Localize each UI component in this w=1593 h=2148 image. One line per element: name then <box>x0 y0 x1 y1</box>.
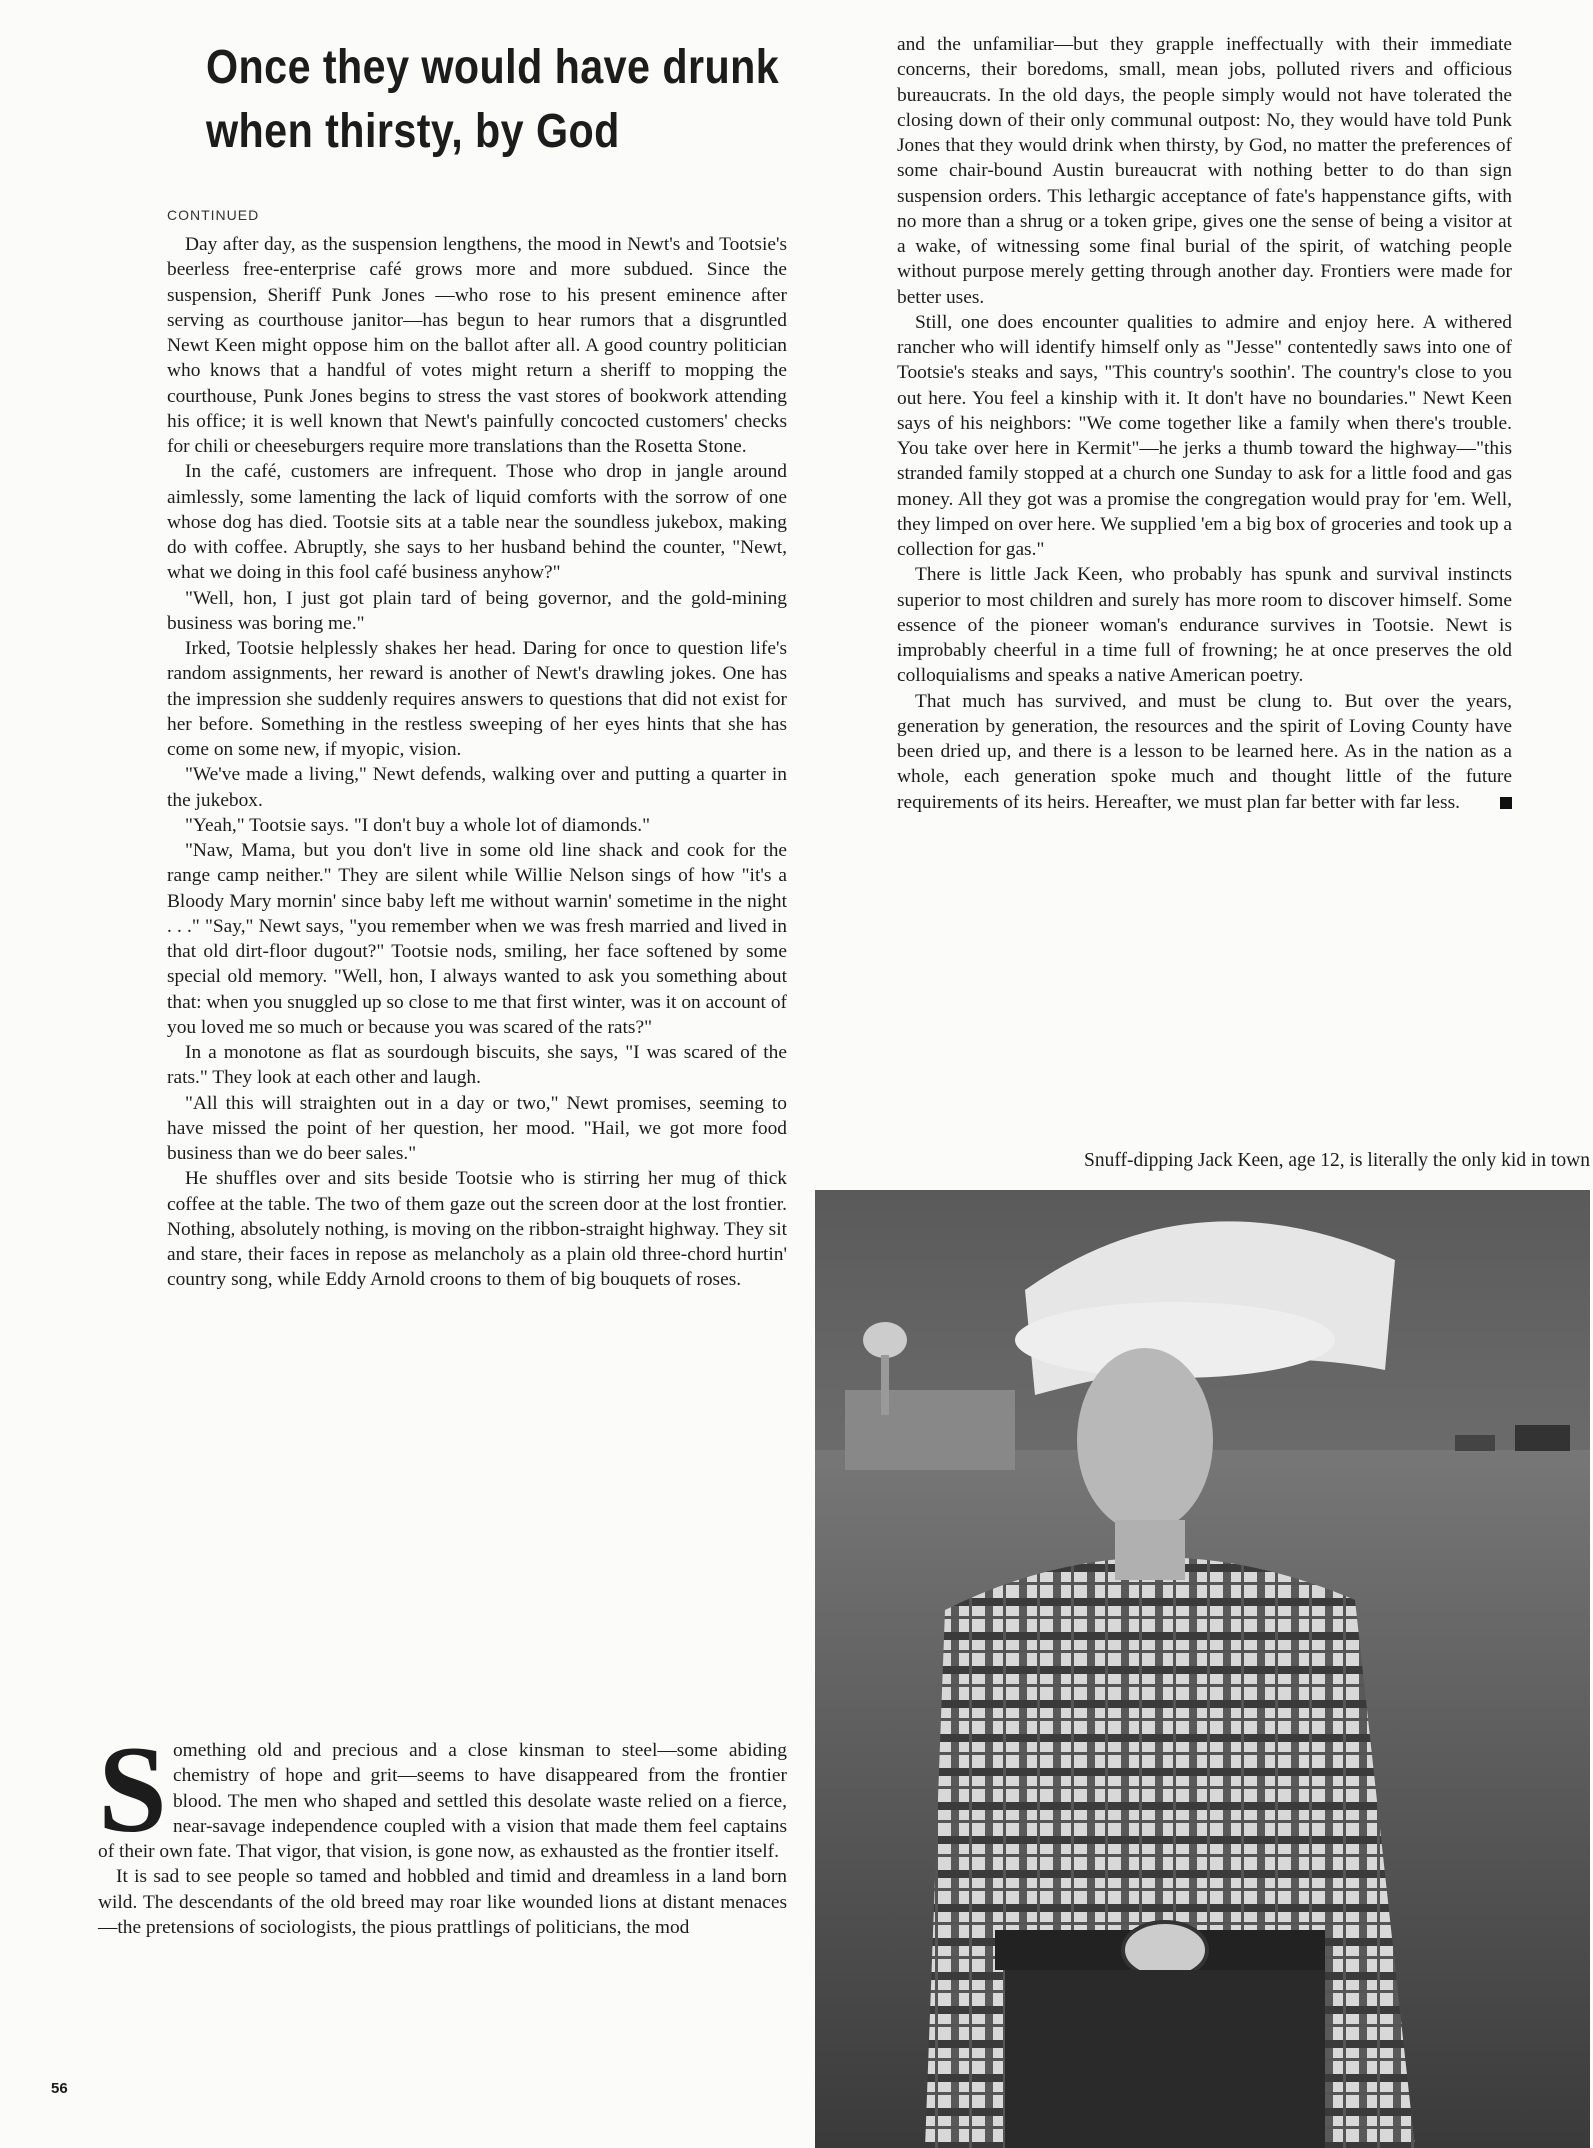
paragraph: Day after day, as the suspension lengthens, the mood in Newt's and Tootsie's beerless free-enterprise café grows more and more subdued. Since the suspension, Sheriff Punk Jones —who rose to his present eminence after serving as courthouse janitor—has begun to hear rumors that a disgruntled Newt Keen might oppose him on the ballot after all. A good country politician who knows that a handful of votes might return a sheriff to mopping the courthouse, Punk Jones begins to stress the vast stores of bookwork attending his office; it is well known that Newt's painfully concocted customers' checks for chili or cheeseburgers require more translations than the Rosetta Stone. <box>167 234 787 457</box>
left-column <box>167 232 787 1293</box>
right-column <box>897 32 1512 815</box>
jeans <box>1005 1970 1325 2148</box>
paragraph: In the café, customers are infrequent. Those who drop in jangle around aimlessly, some lamenting the lack of liquid comforts with the sorrow of one whose dog has died. Tootsie sits at a table near the soundless jukebox, making do with coffee. Abruptly, she says to her husband behind the counter, "Newt, what we doing in this fool café business anyhow?" <box>167 461 787 584</box>
paragraph: Still, one does encounter qualities to admire and enjoy here. A withered rancher who will identify himself only as "Jesse" contentedly saws into one of Tootsie's steaks and says, "This country's soothin'. The country's close to you out here. You feel a kinship with it. It don't have no boundaries." Newt Keen says of his neighbors: "We come together like a family when there's trouble. You take over here in Kermit"—he jerks a thumb toward the highway—"this stranded family stopped at a church one Sunday to ask for a little food and gas money. All they got was a promise the congregation would pray for 'em. Well, they limped on over here. We supplied 'em a big box of groceries and took up a collection for gas." <box>897 311 1512 560</box>
end-mark-icon <box>1500 797 1512 809</box>
paragraph: In a monotone as flat as sourdough biscuits, she says, "I was scared of the rats." They look at each other and laugh. <box>167 1042 787 1089</box>
page-number: 56 <box>51 2080 68 2097</box>
paragraph-text: omething old and precious and a close kinsman to steel—some abiding chemistry of hope and grit—seems to have disappeared from the frontier blood. The men who shaped and settled this desolate waste relied on a fierce, near-savage independence coupled with a vision that made them feel captains of their own fate. That vigor, that vision, is gone now, as exhausted as the frontier itself. <box>98 1740 787 1862</box>
drop-cap: S <box>98 1721 167 1858</box>
paragraph: "All this will straighten out in a day or two," Newt promises, seeming to have missed the point of her question, her mood. "Hail, we got more food business than we do beer sales." <box>167 1092 787 1164</box>
paragraph: and the unfamiliar—but they grapple ineffectually with their immediate concerns, their boredoms, small, mean jobs, polluted rivers and officious bureaucrats. In the old days, the people simply would not have tolerated the closing down of their only communal outpost: No, they would have told Punk Jones that they would drink when thirsty, by God, no matter the preferences of some chair-bound Austin bureaucrat with nothing better to do than sign suspension orders. This lethargic acceptance of fate's happenstance gifts, with no more than a shrug or a token gripe, gives one the sense of being a visitor at a wake, of witnessing some final burial of the spirit, of watching people without purpose merely getting through another day. Frontiers were made for better uses. <box>897 34 1512 308</box>
last-paragraph <box>897 689 1512 815</box>
section-two <box>98 1721 787 1940</box>
paragraph: There is little Jack Keen, who probably has spunk and survival instincts superior to most children and surely has more room to discover himself. Some essence of the pioneer woman's endurance survives in Tootsie. Newt is improbably cheerful in a time full of frowning; he at once preserves the old colloquialisms and speaks a native American poetry. <box>897 564 1512 687</box>
belt-buckle <box>1123 1922 1207 1978</box>
headline: Once they would have drunk when thirsty, by God <box>206 41 780 158</box>
drop-cap-paragraph <box>98 1721 787 1864</box>
paragraph: It is sad to see people so tamed and hobbled and timid and dreamless in a land born wild. The descendants of the old breed may roar like wounded lions at distant menaces—the pretensions of sociologists, the pious prattlings of politicians, the mod <box>98 1866 787 1938</box>
face <box>1077 1348 1213 1532</box>
paragraph: "Yeah," Tootsie says. "I don't buy a whole lot of diamonds." <box>185 814 651 836</box>
paragraph-text: That much has survived, and must be clung to. But over the years, generation by generation, the resources and the spirit of Loving County have been dried up, and there is a lesson to be learned here. As in the nation as a whole, each generation spoke much and thought little of the future requirements of its heirs. Hereafter, we must plan far better with far less. <box>897 690 1512 813</box>
paragraph: "Naw, Mama, but you don't live in some old line shack and cook for the range camp neither." They are silent while Willie Nelson sings of how "it's a Bloody Mary mornin' since baby left me without warnin' sometime in the night . . ." "Say," Newt says, "you remember when we was fresh married and lived in that old dirt-floor dugout?" Tootsie nods, smiling, her face softened by some special old memory. "Well, hon, I always wanted to ask you something about that: when you snuggled up so close to me that first winter, was it on account of you loved me so much or because you was scared of the rats?" <box>167 840 787 1038</box>
photo-illustration <box>815 1190 1590 2148</box>
continued-label: CONTINUED <box>167 207 260 223</box>
paragraph: "Well, hon, I just got plain tard of being governor, and the gold-mining business was boring me." <box>167 587 787 634</box>
paragraph: Irked, Tootsie helplessly shakes her head. Daring for once to question life's random assignments, her reward is another of Newt's drawling jokes. One has the impression she suddenly requires answers to questions that did not exist for her before. Something in the restless sweeping of her eyes hints that she has come on some new, if myopic, vision. <box>167 638 787 760</box>
photo-jack-keen <box>815 1190 1590 2148</box>
photo-caption: Snuff-dipping Jack Keen, age 12, is literally the only kid in town <box>1083 1150 1590 1171</box>
paragraph: "We've made a living," Newt defends, walking over and putting a quarter in the jukebox. <box>167 764 787 811</box>
paragraph: He shuffles over and sits beside Tootsie who is stirring her mug of thick coffee at the table. The two of them gaze out the screen door at the lost frontier. Nothing, absolutely nothing, is moving on the ribbon-straight highway. They sit and stare, their faces in repose as melancholy as a plain old three-chord hurtin' country song, while Eddy Arnold croons to them of big bouquets of roses. <box>167 1168 787 1291</box>
